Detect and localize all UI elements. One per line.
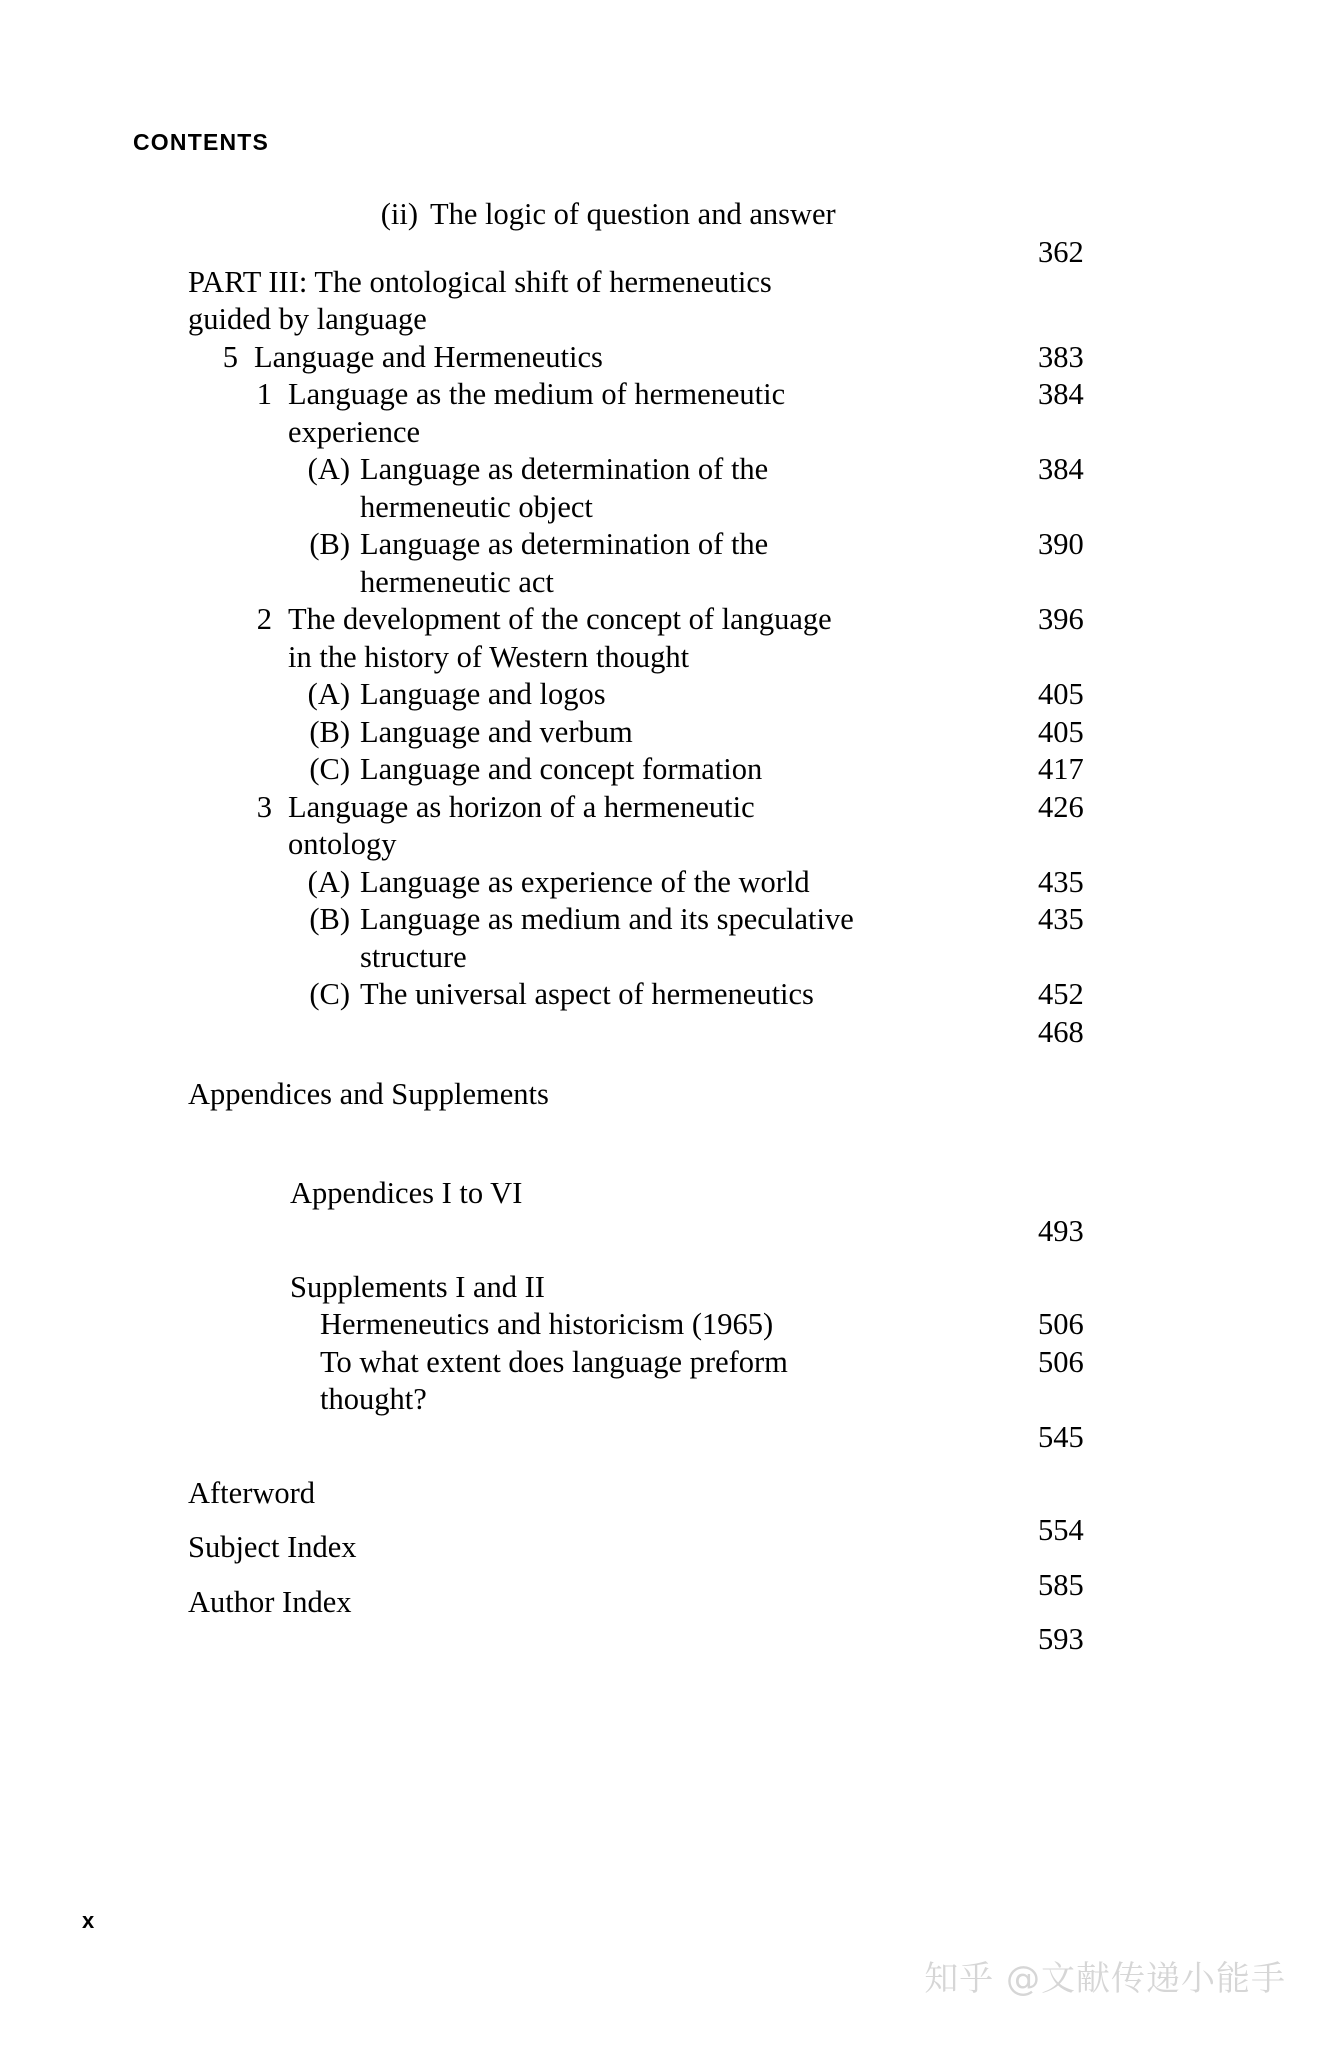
toc-page-number: 452: [1038, 977, 1084, 1011]
toc-page-number: 390: [1038, 527, 1084, 561]
toc-heading-back-matter: [0, 1076, 1334, 1114]
toc-entry-section-3: [0, 789, 1334, 827]
toc-page-number: 468: [1038, 1014, 1084, 1049]
toc-entry-section-1-sub-b: [0, 526, 1334, 564]
toc-entry-label: Hermeneutics and historicism (1965): [320, 1307, 774, 1341]
toc-entry-label: hermeneutic act: [360, 564, 554, 599]
toc-page-number: 384: [1038, 377, 1084, 411]
toc-entry-label: Subject Index: [188, 1530, 357, 1564]
toc-marker: (A): [307, 452, 350, 486]
toc-entry-label: structure: [360, 939, 467, 974]
running-head: CONTENTS: [133, 129, 270, 155]
toc-entry-label: Language as determination of the: [360, 452, 769, 486]
toc-page-number: 426: [1038, 789, 1084, 824]
toc-entry-label: Language and logos: [360, 677, 606, 711]
toc-page-number: 383: [1038, 339, 1084, 374]
toc-section-number: 3: [256, 789, 272, 824]
toc-entry-label: The development of the concept of language: [288, 602, 832, 636]
toc-entry-label: guided by language: [188, 302, 427, 336]
toc-page-number: 396: [1038, 602, 1084, 636]
toc-marker: (B): [309, 527, 350, 561]
toc-page-number: 493: [1038, 1213, 1084, 1248]
toc-entry-label: Afterword: [188, 1475, 316, 1510]
toc-entry-label: hermeneutic object: [360, 489, 593, 524]
toc-entry-label: Appendices and Supplements: [188, 1076, 549, 1111]
toc-entry-logic-of-question: [0, 196, 1334, 269]
toc-entry-part-iii-line1: [0, 264, 1334, 302]
page-folio: x: [82, 1908, 95, 1933]
toc-section-number: 1: [256, 377, 272, 411]
toc-entry-label: To what extent does language preform: [320, 1344, 788, 1379]
toc-entry-label: Language as determination of the: [360, 527, 769, 561]
toc-entry-section-3-sub-c: [0, 976, 1334, 1049]
toc-entry-label: experience: [288, 414, 421, 449]
toc-page-number: 384: [1038, 452, 1084, 486]
toc-entry-label: thought?: [320, 1382, 427, 1416]
table-of-contents: [0, 196, 1334, 1656]
toc-marker: (C): [309, 977, 350, 1011]
toc-entry-label: Appendices I to VI: [290, 1176, 523, 1210]
toc-page-number: 585: [1038, 1567, 1084, 1602]
toc-entry-section-3-sub-b: [0, 901, 1334, 939]
toc-entry-label: Author Index: [188, 1584, 352, 1619]
toc-entry-label: The logic of question and answer: [430, 197, 836, 231]
toc-entry-label: Language as the medium of hermeneutic: [288, 377, 786, 411]
toc-page-number: 417: [1038, 752, 1084, 786]
toc-entry-section-1: [0, 376, 1334, 414]
toc-marker: (A): [307, 677, 350, 711]
toc-page-number: 405: [1038, 714, 1084, 749]
toc-page-number: 435: [1038, 902, 1084, 936]
toc-page-number: 405: [1038, 677, 1084, 711]
toc-entry-label: Language as medium and its speculative: [360, 902, 854, 936]
toc-entry-label: Language and verbum: [360, 714, 633, 749]
toc-entry-section-2: [0, 601, 1334, 639]
toc-entry-supplement-2-cont: [0, 1381, 1334, 1454]
toc-marker: (C): [309, 752, 350, 786]
toc-entry-label: ontology: [288, 827, 397, 861]
toc-chapter-number: 5: [222, 339, 238, 374]
toc-entry-label: Supplements I and II: [290, 1269, 545, 1304]
toc-entry-label: Language as experience of the world: [360, 864, 810, 899]
toc-entry-label: Language and Hermeneutics: [254, 339, 603, 374]
toc-entry-label: Language and concept formation: [360, 752, 763, 786]
toc-page-number: 435: [1038, 864, 1084, 899]
toc-page-number: 554: [1038, 1513, 1084, 1547]
toc-entry-label: The universal aspect of hermeneutics: [360, 977, 814, 1011]
toc-entry-author-index: [0, 1584, 1334, 1656]
toc-entry-supplement-2: [0, 1344, 1334, 1382]
toc-page-number: 545: [1038, 1419, 1084, 1454]
toc-marker: (B): [309, 714, 350, 749]
toc-entry-appendices: [0, 1175, 1334, 1248]
toc-entry-section-1-sub-a: [0, 451, 1334, 489]
toc-entry-label: PART III: The ontological shift of hermeneutics: [188, 264, 772, 299]
toc-page-number: 506: [1038, 1307, 1084, 1341]
toc-entry-label: Language as horizon of a hermeneutic: [288, 789, 755, 824]
toc-marker: (A): [307, 864, 350, 899]
watermark: 知乎 @文献传递小能手: [924, 1959, 1286, 1999]
toc-marker: (ii): [380, 197, 418, 231]
toc-page-number: 593: [1038, 1622, 1084, 1656]
toc-page-number: 506: [1038, 1344, 1084, 1379]
toc-marker: (B): [309, 902, 350, 936]
toc-section-number: 2: [256, 602, 272, 636]
toc-page-number: 362: [1038, 234, 1084, 269]
toc-entry-label: in the history of Western thought: [288, 639, 690, 674]
